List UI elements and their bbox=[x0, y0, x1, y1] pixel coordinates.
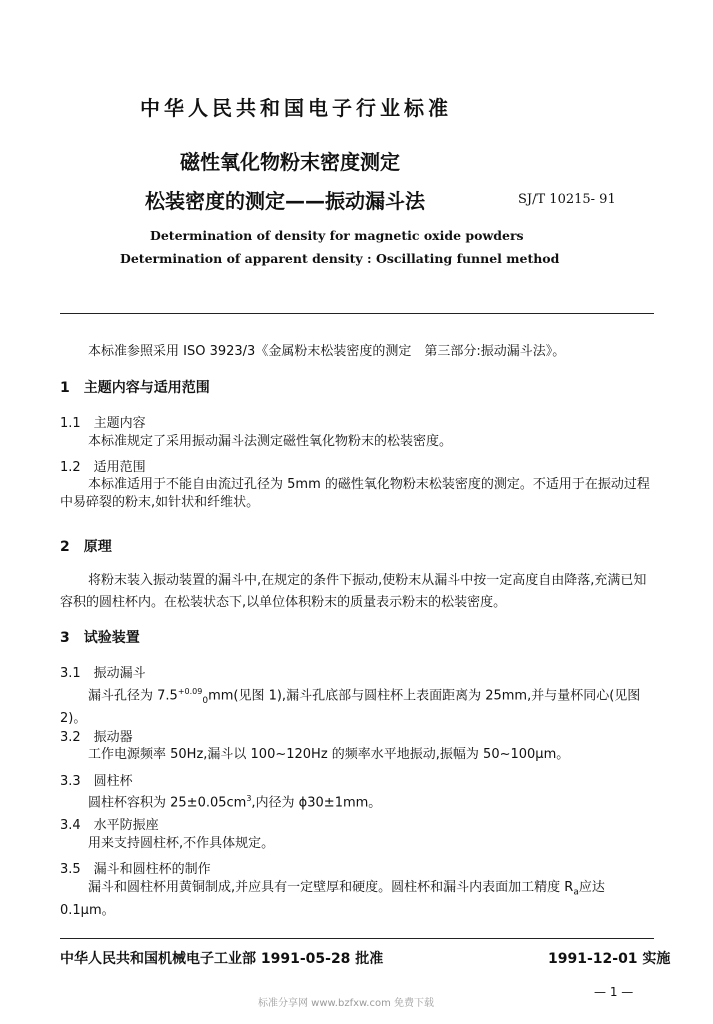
section-2-heading: 2 原理 bbox=[60, 539, 112, 555]
section-3-5-text bbox=[60, 879, 654, 920]
section-3-3-heading: 3.3 圆柱杯 bbox=[60, 774, 133, 789]
page-number: — 1 — bbox=[594, 985, 634, 999]
section-3-3-text bbox=[88, 790, 381, 812]
standard-number: SJ/T 10215- 91 bbox=[518, 192, 616, 207]
intro-text: 本标准参照采用 ISO 3923/3《金属粉末松装密度的测定 第三部分:振动漏斗法》。 bbox=[88, 344, 566, 359]
watermark: 标准分享网 www.bzfxw.com 免费下载 bbox=[258, 998, 434, 1009]
cup-volume-unit-exponent: 3 bbox=[246, 794, 252, 803]
funnel-tolerance-lower: 0 bbox=[202, 695, 209, 706]
section-3-heading: 3 试验装置 bbox=[60, 630, 140, 646]
section-3-4-heading: 3.4 水平防振座 bbox=[60, 818, 159, 833]
approval-line: 中华人民共和国机械电子工业部 1991-05-28 批准 bbox=[60, 951, 384, 967]
section-1-2-text: 本标准适用于不能自由流过孔径为 5mm 的磁性氧化物粉末松装密度的测定。不适用于在振动过程中易碎裂的粉末,如针状和纤维状。 bbox=[60, 477, 650, 510]
industry-standard-header: 中华人民共和国电子行业标准 bbox=[140, 96, 452, 120]
material-text: 漏斗和圆柱杯用黄铜制成,并应具有一定壁厚和硬度。圆柱杯和漏斗内表面加工精度 R bbox=[88, 880, 574, 895]
section-3-1-heading: 3.1 振动漏斗 bbox=[60, 666, 146, 681]
section-2-text: 将粉末装入振动装置的漏斗中,在规定的条件下振动,使粉末从漏斗中按一定高度自由降落,充满已知容积的圆柱杯内。在松装状态下,以单位体积粉末的质量表示粉末的松装密度。 bbox=[60, 573, 647, 610]
roughness-subscript: a bbox=[573, 887, 579, 898]
top-divider bbox=[60, 313, 654, 314]
section-1-1-heading: 1.1 主题内容 bbox=[60, 416, 146, 431]
document-title-line1: 磁性氧化物粉末密度测定 bbox=[180, 150, 400, 174]
section-3-4-text: 用来支持圆柱杯,不作具体规定。 bbox=[88, 836, 275, 851]
funnel-distance-text: mm(见图 1),漏斗孔底部与圆柱杯上表面距离为 25mm,并与量杯同心(见图 2)。 bbox=[60, 688, 641, 726]
implementation-date: 1991-12-01 实施 bbox=[548, 951, 671, 967]
cup-volume-text: 圆柱杯容积为 25±0.05cm bbox=[88, 795, 247, 811]
roughness-value-text: 应达 0.1μm。 bbox=[60, 880, 605, 918]
section-3-2-text: 工作电源频率 50Hz,漏斗以 100~120Hz 的频率水平地振动,振幅为 50~100μm。 bbox=[88, 747, 570, 762]
funnel-diameter-text: 漏斗孔径为 7.5 bbox=[88, 688, 178, 704]
document-title-line2: 松装密度的测定——振动漏斗法 bbox=[145, 189, 425, 213]
cup-diameter-text: ,内径为 ϕ30±1mm。 bbox=[251, 795, 382, 811]
funnel-tolerance-upper: +0.09 bbox=[177, 687, 203, 696]
section-3-5-heading: 3.5 漏斗和圆柱杯的制作 bbox=[60, 862, 211, 877]
section-1-2-heading: 1.2 适用范围 bbox=[60, 460, 146, 475]
section-3-2-heading: 3.2 振动器 bbox=[60, 730, 133, 745]
section-1-1-text: 本标准规定了采用振动漏斗法测定磁性氧化物粉末的松装密度。 bbox=[88, 434, 453, 449]
section-3-1-text bbox=[60, 683, 654, 728]
bottom-divider bbox=[60, 938, 654, 939]
section-1-heading: 1 主题内容与适用范围 bbox=[60, 380, 210, 396]
english-title-line2: Determination of apparent density : Oscillating funnel method bbox=[120, 251, 560, 266]
english-title-line1: Determination of density for magnetic oxide powders bbox=[150, 228, 524, 243]
